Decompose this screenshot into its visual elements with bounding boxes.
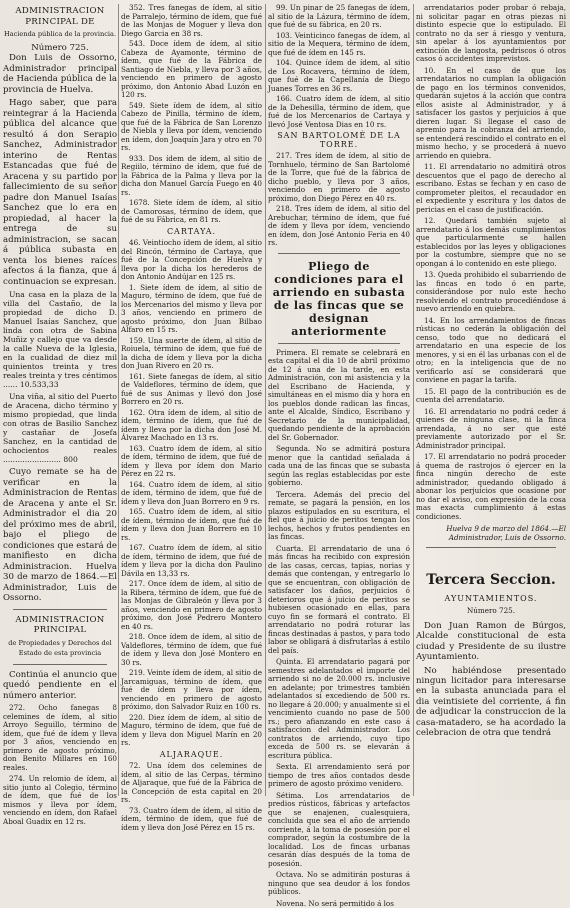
- condition-paragraph: Segunda. No se admitirá postura menor que la cantidad señalada á cada una de las fincas que se subasta según las reglas establecidas por este gobierno.: [268, 445, 410, 488]
- section-title: Tercera Seccion.: [416, 572, 566, 589]
- list-item: 218. Once ídem de ídem, al sitio de Valdeflores, término de ídem, que fué de ídem y lleva don José Montero en 30 rs.: [121, 633, 262, 667]
- separator: [426, 547, 556, 548]
- list-item: 933. Dos ídem de ídem, al sitio de Regiilo, término de ídem, que fué de la Fábrica de la Palma y lleva por la dicha don Manuel García Fuego en 40 rs.: [121, 155, 262, 198]
- list-item: 543. Doce ídem de ídem, al sitio Cabeza de Ayamonte, término de ídem, que fué de la Fábrica de Santiago de Niebla, y lleva por 3 años, venciendo en primero de agosto próximo, don Antonio Abad Luzón en 120 rs.: [121, 40, 262, 100]
- condition-paragraph: 14. En los arrendamientos de fincas rústicas no cederán la obligación del censo, todo que no dedicará el arrendatario en una especie de los menores, y si en él las urbanas con el de otro; en la inteligencia que de no verificarlo así se considerará que conviene en pagar la tarifa.: [416, 317, 566, 385]
- entry-list: [268, 152, 410, 248]
- list-item: 72. Una ídem dos celemines de ídem, al sitio de las Cerpas, término de Aljaraque, que fué de la Fábrica de la Concepción de esta capital en 20 rs.: [121, 762, 262, 805]
- section-subheading: de Propiedades y Derechos del Estado de esta provincia: [3, 638, 117, 659]
- list-item: 162. Otra ídem de ídem, al sitio de ídem, término de ídem, que fué de ídem y lleva por la dicha don José M. Álvarez Machado en 13 rs.: [121, 409, 262, 443]
- list-item: 163. Cuatro ídem de ídem, al sitio de ídem, término de ídem, que fué de ídem y lleva por ídem don Mario Pérez en 22 rs.: [121, 445, 262, 479]
- condition-paragraph: Quinta. El arrendatario pagará por semestres adelantados el importe del arriendo si no de 20.000 rs. inclusive en adelante; por trimestres también adelantados si excediendo de 500 rs. no llegare á 20.000; y anualmente si el vencimiento cuando no pase de 500 rs.; pero afianzando en este caso á satisfaccion del Administrador. Los contratos de arriendo, cuyo tipo exceda de 500 rs. se elevarán á escritura pública.: [268, 658, 410, 760]
- separator: [13, 609, 107, 610]
- column-divider: [265, 4, 266, 796]
- paragraph: Continúa el anuncio que quedó pendiente en el número anterior.: [3, 670, 117, 702]
- separator: [278, 343, 400, 344]
- condition-paragraph: Novena. No será permitido á los: [268, 900, 410, 908]
- condition-paragraph: 16. El arrendatario no podrá ceder á quienes de ninguna clase, ni la finca arrendada, á no ser que esté previamente autorizado por el Sr. Administrador principal.: [416, 408, 566, 451]
- section-subheading: Hacienda pública de la provincia.: [3, 29, 117, 40]
- separator: [13, 664, 107, 665]
- condition-paragraph: Octava. No se admitirán posturas á ninguno que sea deudor á los fondos públicos.: [268, 871, 410, 897]
- list-item: 1678. Siete ídem de ídem, al sitio de Camorosas, término de ídem, que fué de su Fábrica, en 81 rs.: [121, 199, 262, 225]
- list-item: 104. Quince ídem de ídem, al sitio de Los Rocavera, término de ídem, que fué de la Capellanía de Diego Juanes Torres en 36 rs.: [268, 59, 410, 93]
- town-heading: CARTAYA.: [121, 228, 262, 237]
- column-divider: [118, 4, 119, 796]
- paragraph: 272. Ocho fanegas 8 celemines de ídem, al sitio Arroyo Seguillo, término de ídem, que fué de ídem y lleva por 3 años, venciendo en primero de agosto próximo, don Benito Millares en 160 reales.: [3, 704, 117, 772]
- list-item: 217. Once ídem de ídem, al sitio de la Ribera, término de ídem, que fué de las Monjas de Gibraleón y lleva por 3 años, venciendo en primero de agosto próximo, don José Pedrero Montero en 40 rs.: [121, 580, 262, 631]
- condition-paragraph: 15. El pago de la contribución es de cuenta del arrendatario.: [416, 388, 566, 405]
- separator: [278, 253, 400, 254]
- list-item: 1. Siete ídem de ídem, al sitio de Maguro, término de ídem, que fué de los Mercenarios del mismo y lleva por 3 años, venciendo en primero de agosto próximo, don Juan Bilbao Alfaro en 15 rs.: [121, 284, 262, 335]
- list-item: 352. Tres fanegas de ídem, al sitio de Parralejo, término de ídem, que fué de las Monjas de Moguer y lleva don Diego Garcia en 38 rs.: [121, 4, 262, 38]
- paragraph: Don Luis de Ossorno, Administrador principal de Hacienda pública de la provincia de Huelva.: [3, 53, 117, 95]
- list-item: 99. Un pinar de 25 fanegas de ídem, al sitio de la Lázura, término de ídem, que fué de su fábrica, en 20 rs.: [268, 4, 410, 30]
- list-item: 161. Siete fanegas de ídem, al sitio de Valdeflores, término de ídem, que fué de sus Animas y llevó don José Borrero en 20 rs.: [121, 373, 262, 407]
- section-heading: ADMINISTRACION PRINCIPAL DE: [3, 6, 117, 27]
- list-item: 164. Cuatro ídem de ídem, al sitio de ídem, término de ídem, que fué de ídem y lleva don Juan Borrero en 9 rs.: [121, 481, 262, 507]
- list-item: 159. Una suerte de ídem, al sitio de Roiuela, término de ídem, que fué de la dicha de ídem y lleva por la dicha don Juan Rivero en 20 rs.: [121, 337, 262, 371]
- column-4: [416, 4, 566, 796]
- date-signature: Huelva 9 de marzo del 1864.—El Administrador, Luis de Ossorno.: [416, 525, 566, 542]
- section-heading: ADMINISTRACION PRINCIPAL: [3, 615, 117, 636]
- entry-list: [268, 4, 410, 129]
- list-item: 220. Diez ídem de ídem, al sitio de Maguro, término de ídem, que fué de ídem y lleva don Miguel Marín en 20 rs.: [121, 714, 262, 748]
- list-item: 166. Cuatro ídem de ídem, al sitio de la Dehesilla, término de ídem, que fué de los Mercenarios de Cartaya y llevó José Ventosa Dias en 10 rs.: [268, 95, 410, 129]
- notice-number: Número 725.: [416, 607, 566, 616]
- condition-paragraph: Sétima. Los arrendatarios de predios rústicos, fábricas y artefactos que se enajenen, cualesquiera, concluida que sea el año de arriendo corriente, á la toma de posesión por el comprador, según la costumbre de la localidad. Los de fincas urbanas cesarán días después de la toma de posesión.: [268, 792, 410, 869]
- town-heading: ALJARAQUE.: [121, 751, 262, 760]
- condition-paragraph: 17. El arrendatario no podrá proceder á quema de rastrojos ó ejercer en la finca ningún derecho de este administrador, quedando obligado á abonar los perjuicios que ocasione por no dar el aviso, con expresión de la cosa mas exacta cumplimiento á estas condiciones.: [416, 453, 566, 521]
- list-item: 217. Tres ídem de ídem, al sitio de Tornhuelo, término de San Bartolomé de la Torre, que fué de la fábrica de dicho pueblo, y lleva por 3 años, venciendo en primero de agosto próximo, don Diego Pérez en 40 rs.: [268, 152, 410, 203]
- condition-paragraph: Primera. El remate se celebrará en esta capital el dia 10 de abril próximo de 12 á una de la tarde, en esta Administración, con mi asistencia y la del Escribano de Hacienda, y simultáneas en el mismo día y hora en los pueblos donde radican las fincas, ante el Alcalde, Síndico, Escribano y Secretario de la municipalidad, quedando pendiente de la aprobación del Sr. Gobernador.: [268, 349, 410, 443]
- list-item: 103. Veinticinco fanegas de ídem, al sitio de la Mequera, término de ídem, que fué de ídem en 145 rs.: [268, 32, 410, 58]
- column-divider: [413, 4, 414, 796]
- conditions-title: Pliego de condiciones para el arriendo en subasta de las fincas que se designan anteriormente: [268, 260, 410, 338]
- column-3: [268, 4, 410, 796]
- town-heading: SAN BARTOLOMÉ DE LA TORRE.: [268, 132, 410, 149]
- paragraph: Cuyo remate se ha de verificar en la Administracion de Rentas de Aracena y ante el Sr. Administrador el dia 20 del próximo mes de abril, bajo el pliego de condiciones que estará de manifiesto en dicha Administracion. Huelva 30 de marzo de 1864.—El Administrador, Luis de Ossorno.: [3, 467, 117, 604]
- condition-paragraph: 10. En el caso de que los arrendatarios no cumplan la obligación de pago en los términos convenidos, quedarán sujetos á la acción que contra ellos asiste al Administrador, y á satisfacer los gastos y perjuicios á que dieren lugar. Si llegase el caso de apremio para la cobranza del arriendo, se entenderá rescindido el contrato en el mismo hecho, y se procederá á nuevo arriendo en quiebra.: [416, 67, 566, 161]
- paragraph: 274. Un relomio de ídem, al sitio junto al Colegio, término de ídem, que fué de los mismos y lleva por ídem, venciendo en ídem, don Rafael Aboal Guadix en 12 rs.: [3, 775, 117, 826]
- list-item: 218. Tres ídem de ídem, al sitio del Arebuchar, término de ídem, que fué de ídem y lleva por ídem, venciendo en ídem, don José Antonio Feria en 40 rs.: [268, 205, 410, 248]
- condition-paragraph: Sexta. El arrendamiento será por tiempo de tres años contados desde primero de agosto próximo venidero.: [268, 763, 410, 789]
- list-item: 549. Siete ídem de ídem, al sitio Cabezo de Pinilla, término de ídem, que fué de la Fábrica de San Lorenzo de Niebla y lleva por ídem, venciendo en ídem, don Joaquín Jara y otro en 70 rs.: [121, 102, 262, 153]
- list-item: 46. Veintiocho ídem de ídem, al sitio del Rincón, término de Cartaya, que fué de la Concepción de Huelva y lleva por la dicha los herederos de don Antonio Andújar en 125 rs.: [121, 239, 262, 282]
- condition-paragraph: 12. Quedará también sujeto al arrendatario á los demás cumplimientos que particularmente se hallen establecidos por las leyes y obligaciones por la costumbre, siempre que no se opongan á lo contenido en este pliego.: [416, 217, 566, 268]
- paragraph: Una casa en la plaza de la villa del Castaño, de la propiedad de dicho D. Manuel Isaías Sanchez, que linda con otra de Sabina Muñiz y callejo que va desde la calle Nueva de la Iglesia, en la cualidad de diez mil quinientos treinta y tres reales treinta y tres céntimos ...... 10.533,33: [3, 290, 117, 389]
- list-item: 219. Veinte ídem de ídem, al sitio de Jarcamiguas, término de ídem, que fué de ídem y lleva por ídem, venciendo en primero de agosto próximo, don Salvador Ruiz en 100 rs.: [121, 669, 262, 712]
- condition-paragraph: arrendatarios poder probar ó rebaja, ni solicitar pagar en otras piezas ni distinto especie que lo estipulado. El contrato no da ser á riesgo y ventura, sin apelar á los ayuntamientos por extinción de langosta, pedriscos ó otros casos ó accidentes imprevistos.: [416, 4, 566, 64]
- subsection-heading: AYUNTAMIENTOS.: [416, 595, 566, 604]
- entry-list: [121, 239, 262, 748]
- condition-paragraph: 11. El arrendatario no admitirá otros descuentos que el pago de derecho al escribano. Estas se fechan y en caso de comprometer pleitos, el recaudador en el expediente y escritura y los datos de pericias en el caso de justificación.: [416, 163, 566, 214]
- condition-paragraph: Cuarta. El arrendatario de una ó más fincas ha recibido con expresión de las casas, cercas, tapias, norias y demás que contengan, y entregarlo lo que se encuentran, con obligación de satisfacer los daños, perjuicios ó deterioros que á juicio de peritos se hubiesen ocasionado en ellas, para cuyo fin se formará el contrato. El arrendatario no podrá roturar las fincas destinadas á pastos, y para todo labor se obligará á disfrutarlas á estilo del país.: [268, 545, 410, 656]
- condition-paragraph: 13. Queda prohibido el subarriendo de las fincas en todo ó en parte, considerándose por nulo este hecho resolviendo el contrato procediéndose á nuevo arriendo en quiebra.: [416, 271, 566, 314]
- list-item: 167. Cuatro ídem de ídem, al sitio de ídem, término de ídem, que fué de ídem y lleva por la dicha don Paulino Dávila en 13,33 rs.: [121, 544, 262, 578]
- entry-list: [121, 4, 262, 225]
- paragraph: Don Juan Ramon de Búrgos, Alcalde constitucional de esta ciudad y Presidente de su ilustre Ayuntamiento.: [416, 621, 566, 663]
- entry-list: [121, 762, 262, 832]
- condition-paragraph: Tercera. Además del precio del remate, se pagará la pensión, en los plazos estipulados en su escritura, el fiel que á juicio de peritos tengan los lechos, hechos y frutos pendientes en las fincas.: [268, 491, 410, 542]
- list-item: 165. Cuatro ídem de ídem, al sitio de ídem, término de ídem, que fué de ídem y lleva don Juan Borrero en 10 rs.: [121, 508, 262, 542]
- conditions-list: [416, 4, 566, 521]
- column-2: [121, 4, 262, 796]
- paragraph: No habiéndose presentado ningun licitador para interesarse en la subasta anunciada para el dia veintisiete del corriente, á fin de adjudicar la construccion de la casa-matadero, se ha acordado la celebracion de otra que tendrá: [416, 666, 566, 739]
- paragraph: Una viña, al sitio del Puerto de Aracena, dicho término y mismo propiedad, que linda con otras de Basilio Sanchez y castañar de Josefa Sanchez, en la cantidad de ochocientos reales ........................ 800: [3, 392, 117, 464]
- notice-number: Número 725.: [3, 43, 117, 54]
- paragraph: Hago saber, que para reintegrar á la Hacienda pública del alcance que resultó á don Serapio Sanchez, Administrador interino de Rentas Estancadas que fué de Aracena y su partido por fallecimiento de su señor padre don Manuel Isaías Sanchez que lo era en propiedad, al hacer la entrega de su administracion, se sacan á pública subasta en venta los bienes raíces afectos á la fianza, que á continuacion se expresan.: [3, 98, 117, 287]
- conditions-list: [268, 349, 410, 908]
- column-1: [3, 4, 117, 796]
- list-item: 73. Cuatro ídem de ídem, al sitio de ídem, término de ídem, que fué de ídem y lleva don José Pérez en 15 rs.: [121, 807, 262, 833]
